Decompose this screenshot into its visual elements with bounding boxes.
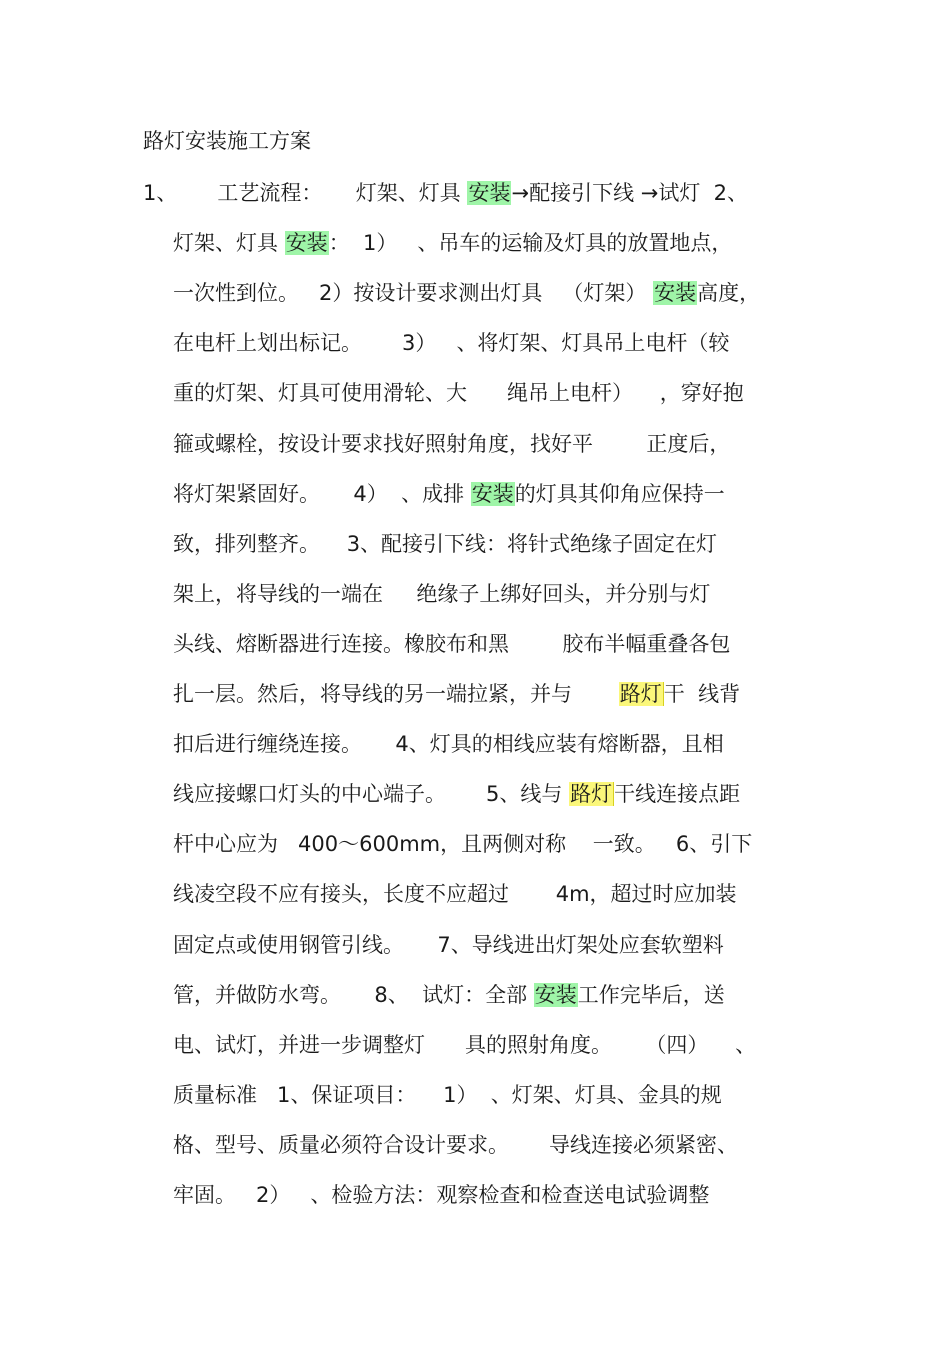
line-text: 干线连接点距: [614, 782, 741, 806]
line-text: 箍或螺栓，按设计要求找好照射角度，找好平 正度后，: [173, 432, 731, 456]
body-line: [173, 529, 717, 559]
line-text: 电、试灯，并进一步调整灯 具的照射角度。 （四） 、: [173, 1033, 757, 1057]
highlighted-term: 安装: [471, 482, 514, 506]
line-text: 格、型号、质量必须符合设计要求。 导线连接必须紧密、: [173, 1133, 739, 1157]
body-line: [173, 1130, 738, 1160]
line-text: 的灯具其仰角应保持一: [514, 482, 725, 506]
highlighted-term: 安装: [534, 983, 577, 1007]
line-text: 在电杆上划出标记。 3） 、将灯架、灯具吊上电杆（较: [173, 331, 730, 355]
highlighted-term: 安装: [654, 281, 697, 305]
body-line: [173, 980, 725, 1010]
line-text: 1、 工艺流程： 灯架、灯具: [143, 181, 468, 205]
body-line: [173, 429, 730, 459]
line-text: 将灯架紧固好。 4） 、成排: [173, 482, 471, 506]
line-text: 杆中心应为 400～600mm，且两侧对称 一致。 6、引下: [173, 832, 753, 856]
body-line: [173, 328, 729, 358]
body-line: [173, 729, 724, 759]
body-line: [173, 378, 744, 408]
line-text: 管，并做防水弯。 8、 试灯：全部: [173, 983, 534, 1007]
body-line: [173, 228, 732, 258]
body-line: [173, 579, 710, 609]
body-line: [173, 629, 730, 659]
body-line: [173, 930, 724, 960]
line-text: 致，排列整齐。 3、配接引下线：将针式绝缘子固定在灯: [173, 532, 718, 556]
body-line: [173, 829, 752, 859]
line-text: 高度，: [697, 281, 761, 305]
line-text: ： 1） 、吊车的运输及灯具的放置地点，: [328, 231, 733, 255]
line-text: 工作完毕后，送: [577, 983, 725, 1007]
body-line: [173, 879, 737, 909]
body-line: [173, 679, 740, 709]
body-line: [173, 479, 725, 509]
line-text: 重的灯架、灯具可使用滑轮、大 绳吊上电杆） ，穿好抱: [173, 381, 744, 405]
body-line: [143, 178, 748, 208]
line-text: 线凌空段不应有接头，长度不应超过 4m，超过时应加装: [173, 882, 737, 906]
body-line: [173, 779, 740, 809]
line-text: 扎一层。然后，将导线的另一端拉紧，并与: [173, 682, 619, 706]
line-text: 一次性到位。 2）按设计要求测出灯具 （灯架）: [173, 281, 654, 305]
body-line: [173, 1080, 722, 1110]
body-line: [173, 278, 760, 308]
highlighted-term: 安装: [468, 181, 511, 205]
line-text: 灯架、灯具: [173, 231, 285, 255]
body-line: [173, 1180, 709, 1210]
line-text: →配接引下线 →试灯 2、: [511, 181, 749, 205]
line-text: 固定点或使用钢管引线。 7、导线进出灯架处应套软塑料: [173, 933, 724, 957]
line-text: 线应接螺口灯头的中心端子。 5、线与: [173, 782, 570, 806]
highlighted-term: 路灯: [570, 782, 613, 806]
line-text: 干 线背: [663, 682, 741, 706]
line-text: 架上，将导线的一端在 绝缘子上绑好回头，并分别与灯: [173, 582, 711, 606]
body-line: [173, 1030, 756, 1060]
highlighted-term: 安装: [285, 231, 328, 255]
line-text: 质量标准 1、保证项目： 1） 、灯架、灯具、金具的规: [173, 1083, 722, 1107]
line-text: 牢固。 2） 、检验方法：观察检查和检查送电试验调整: [173, 1183, 710, 1207]
line-text: 扣后进行缠绕连接。 4、灯具的相线应装有熔断器，且相: [173, 732, 724, 756]
highlighted-term: 路灯: [619, 682, 662, 706]
document-title: 路灯安装施工方案: [143, 129, 311, 153]
line-text: 头线、熔断器进行连接。橡胶布和黑 胶布半幅重叠各包: [173, 632, 731, 656]
